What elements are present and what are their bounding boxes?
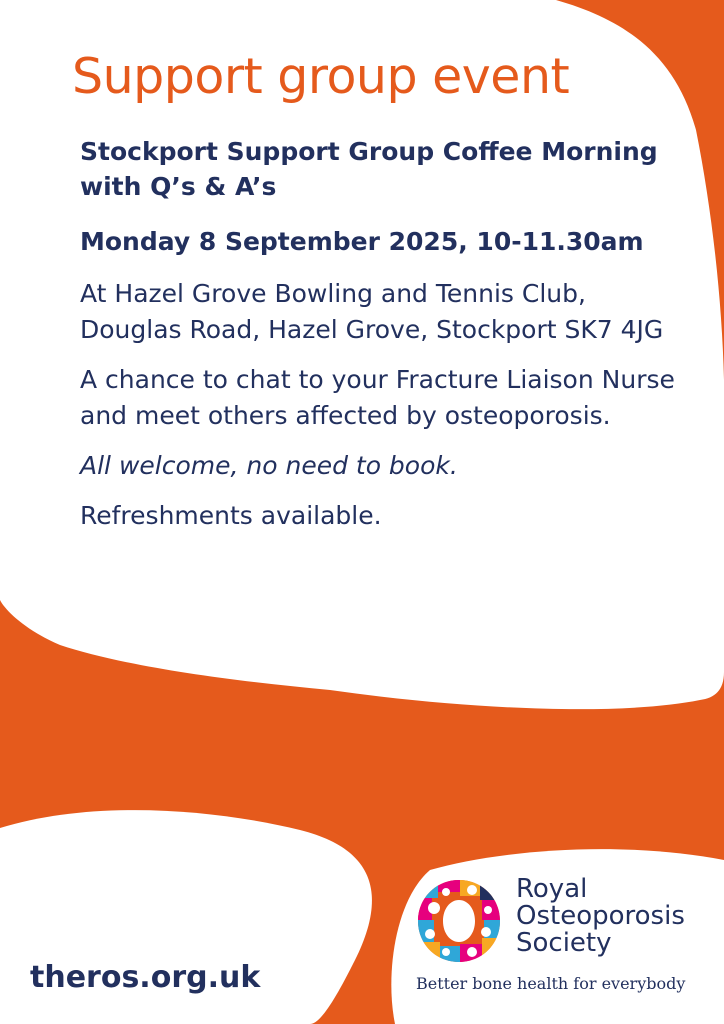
logo-name xyxy=(516,876,685,957)
event-venue: At Hazel Grove Bowling and Tennis Club, Douglas Road, Hazel Grove, Stockport SK7 4JG xyxy=(80,279,664,344)
website-link[interactable]: theros.org.uk xyxy=(30,960,261,995)
logo-tagline: Better bone health for everybody xyxy=(416,974,686,993)
ros-logo xyxy=(416,874,716,1004)
ros-o-mosaic-icon xyxy=(416,878,502,964)
refreshments-note: Refreshments available. xyxy=(80,501,382,530)
event-date: Monday 8 September 2025, 10-11.30am xyxy=(80,227,644,256)
event-description: A chance to chat to your Fracture Liaison Nurse and meet others affected by osteoporosis. xyxy=(80,365,675,430)
logo-name-line: Osteoporosis xyxy=(516,901,685,931)
page-title: Support group event xyxy=(72,48,570,105)
welcome-note: All welcome, no need to book. xyxy=(80,451,458,480)
logo-name-line: Society xyxy=(516,928,612,958)
event-details xyxy=(80,134,680,534)
logo-name-line: Royal xyxy=(516,874,588,904)
event-name: Stockport Support Group Coffee Morning with Q’s & A’s xyxy=(80,137,658,201)
